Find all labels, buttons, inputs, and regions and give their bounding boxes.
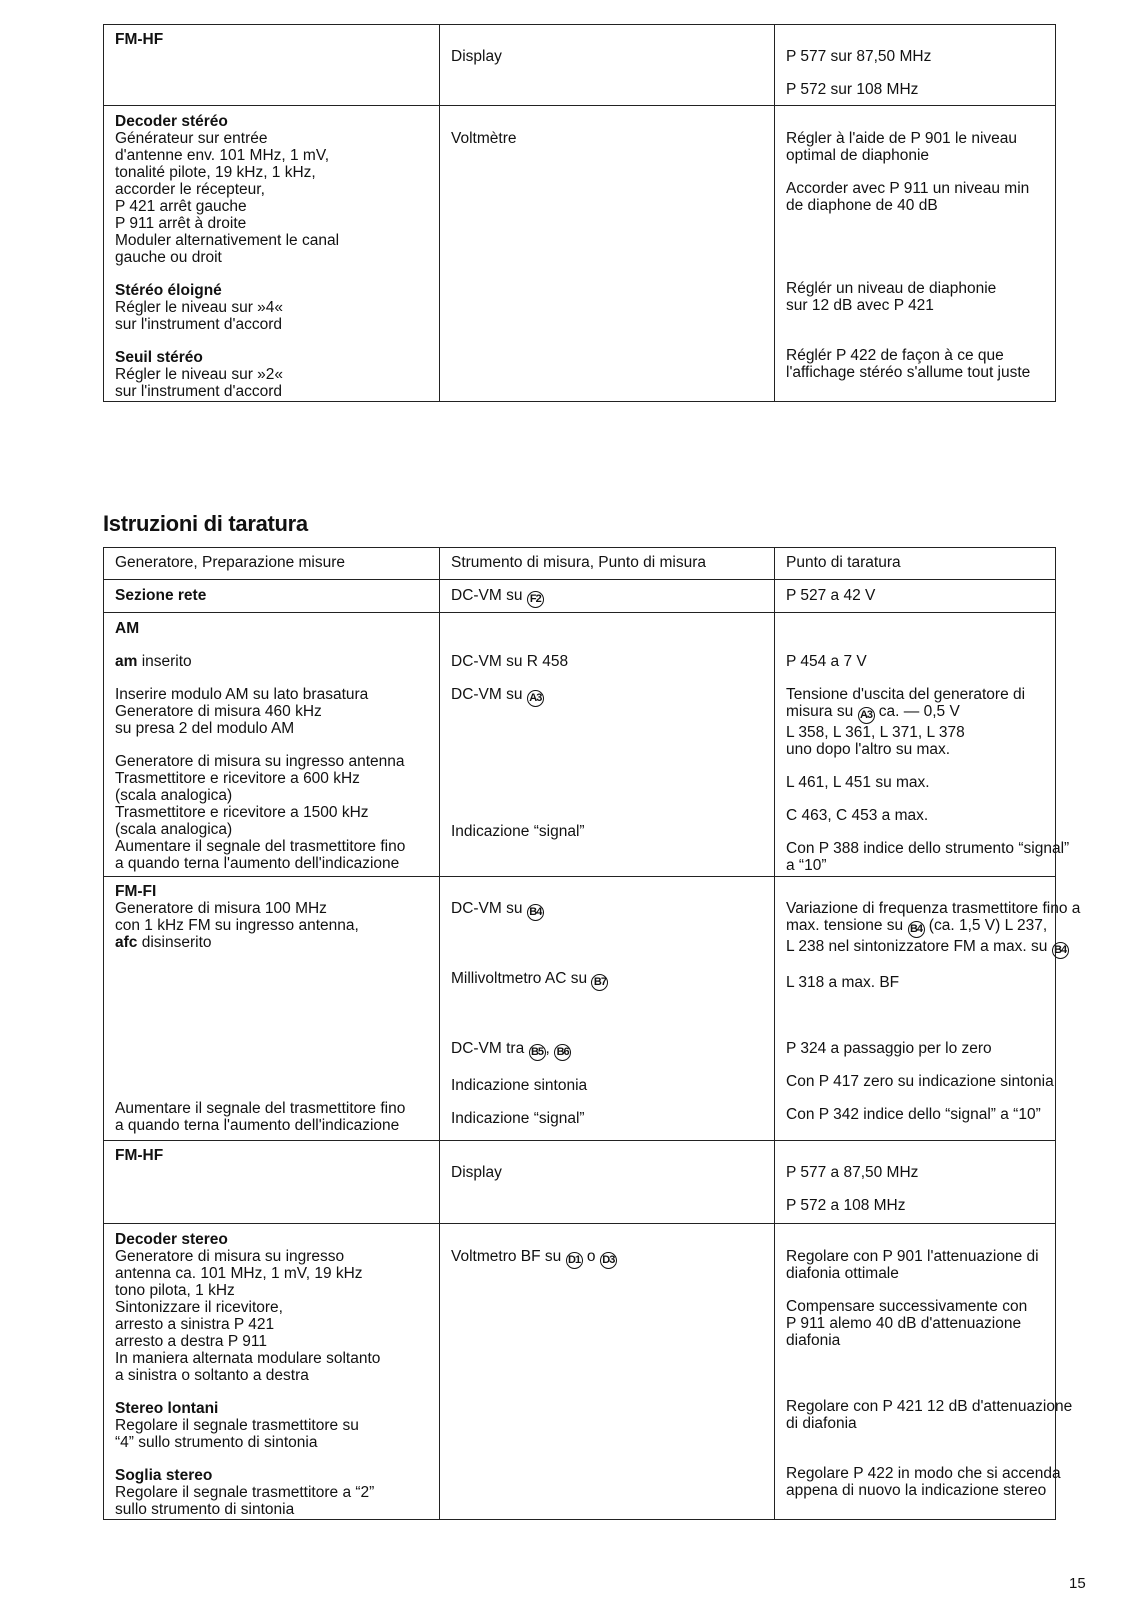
point-text: optimal de diaphonie — [786, 147, 930, 164]
upper-calibration-table — [103, 24, 1056, 402]
point-text: Regolare con P 421 12 dB d'attenuazione — [786, 1398, 1073, 1415]
step-text: Moduler alternativement le canal — [115, 232, 340, 249]
measuring-point-symbol: A3 — [858, 707, 875, 724]
measuring-point-symbol: F2 — [527, 591, 544, 608]
point-text: Réglér un niveau de diaphonie — [786, 280, 997, 297]
point-text: Régler à l'aide de P 901 le niveau — [786, 130, 1018, 147]
point-text: Tensione d'uscita del generatore di — [786, 686, 1026, 703]
instrument-text: DC-VM tra B5 , B6 — [451, 1040, 770, 1061]
step-text-rest: disinserito — [137, 934, 212, 951]
instrument-text — [451, 1248, 770, 1269]
step-text: (scala analogica) — [115, 787, 233, 804]
point-label: max. tensione su — [786, 917, 904, 934]
point-text: P 527 a 42 V — [786, 587, 876, 604]
measuring-point-symbol: A3 — [527, 690, 544, 707]
step-text — [115, 653, 435, 670]
step-text: sullo strumento di sintonia — [115, 1501, 295, 1518]
point-text: Con P 388 indice dello strumento “signal” — [786, 840, 1070, 857]
section-heading: Istruzioni di taratura — [103, 511, 308, 536]
step-text: Generatore di misura su ingresso — [115, 1248, 345, 1265]
point-text: diafonia ottimale — [786, 1265, 899, 1282]
step-text: a sinistra o soltanto a destra — [115, 1367, 309, 1384]
instrument-label: Millivoltmetro AC su — [451, 970, 588, 987]
step-text-rest: inserito — [137, 653, 192, 670]
instrument-label: DC-VM tra — [451, 1040, 525, 1057]
instrument-label: Voltmetro BF su — [451, 1248, 562, 1265]
instrument-text — [451, 587, 770, 608]
page-number: 15 — [1069, 1575, 1086, 1592]
section-title: Stereo lontani — [115, 1400, 219, 1417]
point-text: de diaphone de 40 dB — [786, 197, 938, 214]
measuring-point-symbol: D1 — [566, 1252, 583, 1269]
point-text: di diafonia — [786, 1415, 857, 1432]
step-text: Inserire modulo AM su lato brasatura — [115, 686, 369, 703]
column-header: Punto di taratura — [786, 554, 901, 571]
measuring-point-symbol: B6 — [554, 1044, 571, 1061]
point-text: P 577 a 87,50 MHz — [786, 1164, 919, 1181]
instrument-text: Voltmètre — [451, 130, 517, 147]
point-text: Compensare successivamente con — [786, 1298, 1028, 1315]
table-row — [104, 877, 1056, 1141]
step-text: Trasmettitore e ricevitore a 600 kHz — [115, 770, 360, 787]
step-text: a quando terna l'aumento dell'indicazione — [115, 855, 400, 872]
instrument-text — [451, 970, 770, 991]
step-text: In maniera alternata modulare soltanto — [115, 1350, 381, 1367]
step-text: P 421 arrêt gauche — [115, 198, 247, 215]
point-text: Regolare P 422 in modo che si accenda — [786, 1465, 1061, 1482]
step-text: accorder le récepteur, — [115, 181, 265, 198]
step-text: a quando terna l'aumento dell'indicazione — [115, 1117, 400, 1134]
section-title: Seuil stéréo — [115, 349, 203, 366]
table-row — [104, 613, 1056, 877]
step-text: P 911 arrêt à droite — [115, 215, 247, 232]
step-text: con 1 kHz FM su ingresso antenna, — [115, 917, 359, 934]
point-text: Accorder avec P 911 un niveau min — [786, 180, 1030, 197]
table-row — [104, 580, 1056, 613]
table-header-row — [104, 548, 1056, 580]
point-text: L 358, L 361, L 371, L 378 — [786, 724, 965, 741]
instrument-text: DC-VM su R 458 — [451, 653, 569, 670]
section-title: FM-FI — [115, 883, 157, 900]
table-row — [104, 1141, 1056, 1224]
table-row — [104, 25, 1056, 106]
step-text: (scala analogica) — [115, 821, 233, 838]
step-text: Générateur sur entrée — [115, 130, 268, 147]
step-text — [115, 934, 435, 951]
point-text: P 324 a passaggio per lo zero — [786, 1040, 992, 1057]
step-text: Trasmettitore e ricevitore a 1500 kHz — [115, 804, 369, 821]
step-text: gauche ou droit — [115, 249, 222, 266]
table-row — [104, 1224, 1056, 1520]
step-text: arresto a destra P 911 — [115, 1333, 267, 1350]
point-label: misura su — [786, 703, 854, 720]
point-text: P 454 a 7 V — [786, 653, 867, 670]
point-text: P 572 a 108 MHz — [786, 1197, 906, 1214]
measuring-point-symbol: B5 — [529, 1044, 546, 1061]
instrument-text — [451, 900, 770, 921]
step-text: tonalité pilote, 19 kHz, 1 kHz, — [115, 164, 316, 181]
point-text: Réglér P 422 de façon à ce que — [786, 347, 1004, 364]
point-text: Con P 342 indice dello “signal” a “10” — [786, 1106, 1041, 1123]
section-title: Decoder stereo — [115, 1231, 228, 1248]
instrument-text — [451, 686, 770, 707]
instrument-label: DC-VM su — [451, 587, 523, 604]
point-text: P 911 alemo 40 dB d'attenuazione — [786, 1315, 1022, 1332]
point-text: sur 12 dB avec P 421 — [786, 297, 934, 314]
step-text: tono pilota, 1 kHz — [115, 1282, 235, 1299]
step-text: Regolare il segnale trasmettitore a “2” — [115, 1484, 375, 1501]
point-text — [786, 938, 1067, 959]
step-text: Sintonizzare il ricevitore, — [115, 1299, 283, 1316]
point-text: uno dopo l'altro su max. — [786, 741, 951, 758]
point-text — [786, 703, 1051, 724]
step-text: “4” sullo strumento di sintonia — [115, 1434, 318, 1451]
point-text: appena di nuovo la indicazione stereo — [786, 1482, 1047, 1499]
point-label: L 238 nel sintonizzatore FM a max. su — [786, 938, 1048, 955]
point-text: diafonia — [786, 1332, 841, 1349]
step-text: sur l'instrument d'accord — [115, 383, 283, 400]
step-keyword: afc — [115, 934, 138, 951]
step-text: Generatore di misura su ingresso antenna — [115, 753, 405, 770]
step-text: antenna ca. 101 MHz, 1 mV, 19 kHz — [115, 1265, 363, 1282]
section-title: Stéréo éloigné — [115, 282, 222, 299]
section-title: AM — [115, 620, 140, 637]
instrument-label: DC-VM su — [451, 900, 523, 917]
instrument-label: DC-VM su — [451, 686, 523, 703]
measuring-point-symbol: D3 — [600, 1252, 617, 1269]
step-keyword: am — [115, 653, 138, 670]
step-text: sur l'instrument d'accord — [115, 316, 283, 333]
step-text: d'antenne env. 101 MHz, 1 mV, — [115, 147, 330, 164]
point-text: Variazione di frequenza trasmettitore fino a — [786, 900, 1081, 917]
point-text: P 577 sur 87,50 MHz — [786, 48, 932, 65]
point-text: P 572 sur 108 MHz — [786, 81, 919, 98]
section-title: Decoder stéréo — [115, 113, 228, 130]
point-text: a “10” — [786, 857, 827, 874]
table-row — [104, 106, 1056, 402]
measuring-point-symbol: B4 — [908, 921, 925, 938]
instrument-text: Indicazione “signal” — [451, 823, 585, 840]
step-text: Régler le niveau sur »2« — [115, 366, 284, 383]
point-label: ca. — 0,5 V — [874, 703, 960, 720]
instrument-label: o — [582, 1248, 600, 1265]
column-header: Generatore, Preparazione misure — [115, 554, 346, 571]
point-text: l'affichage stéréo s'allume tout juste — [786, 364, 1031, 381]
instrument-text: Display — [451, 1164, 502, 1181]
measuring-point-symbol: B7 — [591, 974, 608, 991]
point-text: Con P 417 zero su indicazione sintonia — [786, 1073, 1054, 1090]
measuring-point-symbol: B4 — [527, 904, 544, 921]
measuring-point-symbol: B4 — [1052, 942, 1069, 959]
section-title: Soglia stereo — [115, 1467, 213, 1484]
step-text: su presa 2 del modulo AM — [115, 720, 295, 737]
step-text: Generatore di misura 460 kHz — [115, 703, 322, 720]
point-label: (ca. 1,5 V) L 237, — [924, 917, 1048, 934]
point-text: Regolare con P 901 l'attenuazione di — [786, 1248, 1039, 1265]
point-text — [786, 917, 1051, 938]
step-text: Aumentare il segnale del trasmettitore fino — [115, 838, 406, 855]
section-title: FM-HF — [115, 1147, 164, 1164]
instrument-text: Indicazione sintonia — [451, 1077, 588, 1094]
step-text: Régler le niveau sur »4« — [115, 299, 284, 316]
step-text: Regolare il segnale trasmettitore su — [115, 1417, 359, 1434]
column-header: Strumento di misura, Punto di misura — [451, 554, 706, 571]
lower-calibration-table — [103, 547, 1081, 1520]
step-text: Aumentare il segnale del trasmettitore fino — [115, 1100, 406, 1117]
point-text: L 461, L 451 su max. — [786, 774, 930, 791]
step-text: Generatore di misura 100 MHz — [115, 900, 327, 917]
section-title: FM-HF — [115, 31, 164, 48]
instrument-text: Indicazione “signal” — [451, 1110, 585, 1127]
instrument-text: Display — [451, 48, 502, 65]
step-text: arresto a sinistra P 421 — [115, 1316, 275, 1333]
point-text: L 318 a max. BF — [786, 974, 900, 991]
section-title: Sezione rete — [115, 587, 207, 604]
point-text: C 463, C 453 a max. — [786, 807, 929, 824]
